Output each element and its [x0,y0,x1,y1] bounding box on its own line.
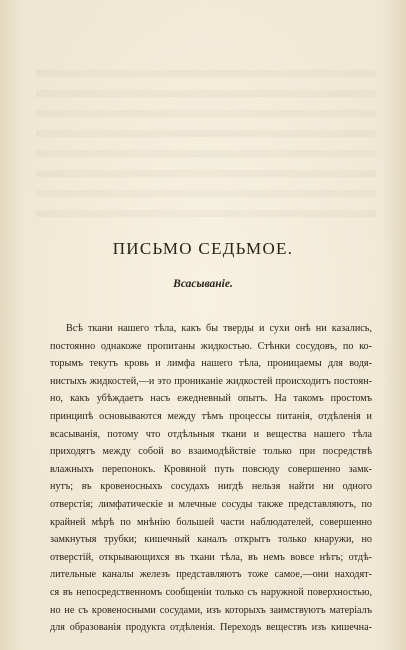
body-text [50,320,372,637]
text-line: ся въ непосредственномъ сообщеніи только съ наружной поверхностью, [50,586,372,598]
text-line: влажныхъ перепонокъ. Кровяной путь повсюду совершенно замк- [50,463,372,475]
text-line: постоянно однакоже пропитаны жидкостью. Стѣнки сосудовъ, по ко- [50,340,372,352]
text-line: принципѣ основываются между тѣмъ процессы питанія, отдѣленія и [50,410,372,422]
text-line: приходятъ между собой во взаимодѣйствіе только при посредствѣ [50,446,372,458]
text-line: Всѣ ткани нашего тѣла, какъ бы тверды и сухи онѣ ни казались, [66,323,372,334]
text-line: отверстія; лимфатическіе и млечные сосуды также представляютъ, по [50,498,372,510]
text-line: нистыхъ жидкостей,—и это прониканіе жидкостей происходитъ постоян- [50,375,372,387]
text-line: отверстій, открывающихся въ ткани тѣла, въ немъ вовсе нѣтъ; отдѣ- [50,551,372,563]
text-line: крайней мѣрѣ по мнѣнію большей части наблюдателей, совершенно [50,516,372,528]
text-line: всасыванія, потому что отдѣльныя ткани и вещества нашего тѣла [50,428,372,440]
text-line: но, какъ убѣждаетъ насъ ежедневный опытъ. На такомъ простомъ [50,393,372,405]
text-line: лительные каналы железъ представляютъ тоже самое,—они находят- [50,569,372,581]
show-through-text [36,70,376,220]
chapter-title: ПИСЬМО СЕДЬМОЕ. [112,239,294,258]
text-line: для образованія продукта отдѣленія. Переходъ веществъ изъ кишечна- [50,622,372,634]
section-subtitle: Всасываніе. [173,278,233,290]
text-line: нутъ; въ кровеносныхъ сосудахъ нигдѣ нельзя найти ни одного [50,481,372,493]
text-line: торымъ текутъ кровь и лимфа нашего тѣла, проницаемы для водя- [50,358,372,370]
text-line: замкнутыя трубки; кишечный каналъ открытъ только кнаружи, но [50,534,372,546]
text-line: но не съ кровеносными сосудами, изъ которыхъ заимствуютъ матеріалъ [50,604,372,616]
